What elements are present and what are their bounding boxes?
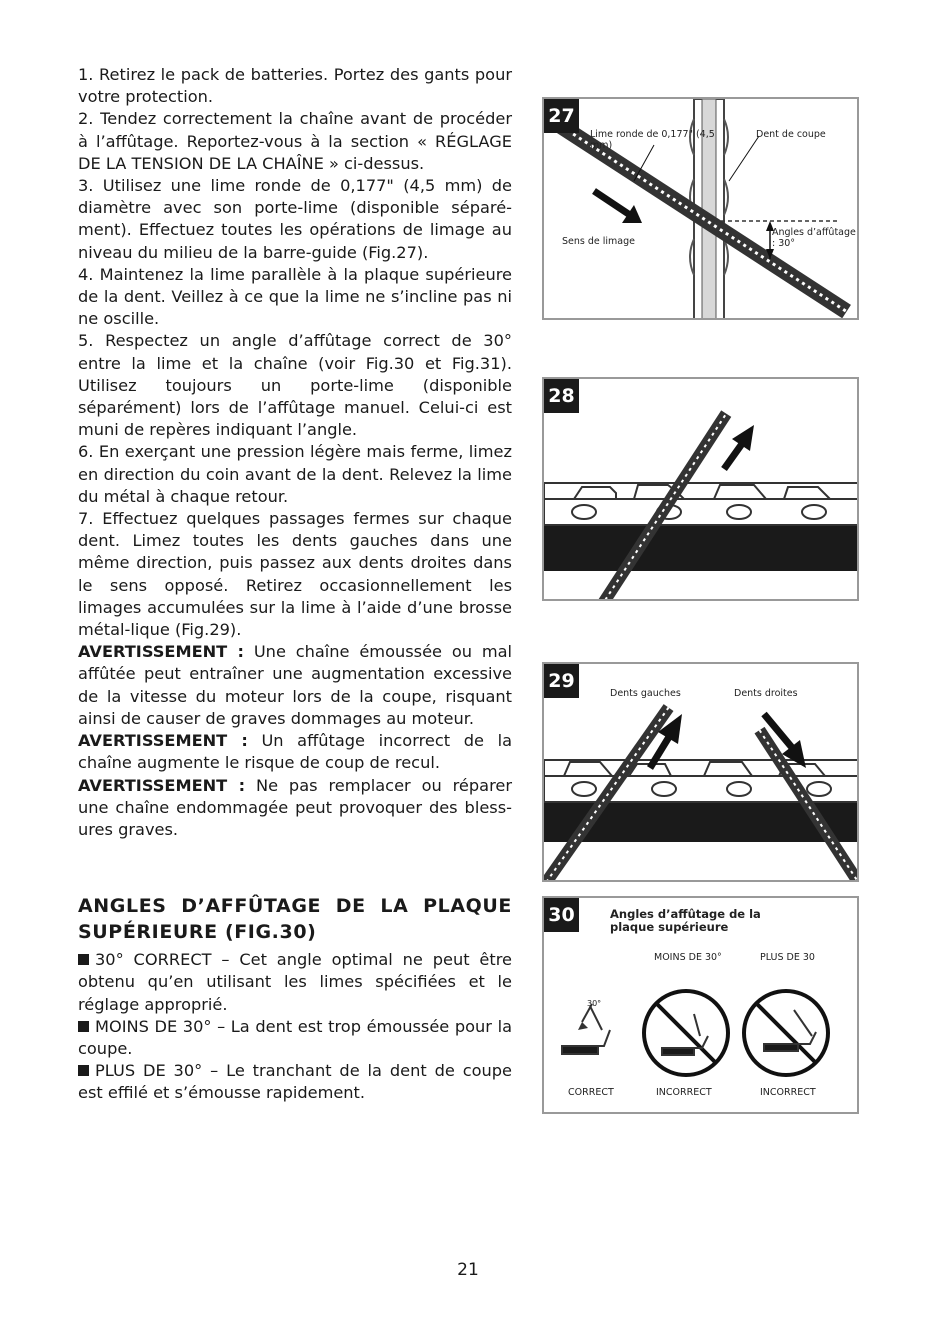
figure-27	[542, 97, 859, 320]
file-label: Lime ronde de 0,177" (4,5 mm)	[590, 129, 715, 151]
warning-label: AVERTISSEMENT :	[78, 642, 245, 662]
tooth-label: Dent de coupe	[756, 129, 826, 140]
left-teeth-label: Dents gauches	[610, 688, 681, 699]
bullet-less	[78, 1016, 512, 1060]
page-number: 21	[457, 1260, 479, 1280]
figure-28	[542, 377, 859, 601]
section-title: ANGLES D’AFFÛTAGE DE LA PLAQUE SUPÉRIEURE (FIG.30)	[78, 895, 512, 944]
figure-30	[542, 896, 859, 1114]
direction-label: Sens de limage	[562, 236, 635, 247]
figure-number: 30	[544, 898, 579, 932]
warning-label: AVERTISSEMENT :	[78, 775, 246, 795]
figure-30-title: Angles d’affûtage de la plaque supérieure	[610, 907, 761, 934]
warning-label: AVERTISSEMENT :	[78, 731, 248, 751]
right-teeth-label: Dents droites	[734, 688, 798, 699]
figure-28-drawing	[544, 379, 859, 601]
step-6: 6. En exerçant une pression légère mais ferme, limez en direction du coin avant de la dent. Relevez la lime du métal à chaque retour.	[78, 442, 512, 506]
less-than-30-label: MOINS DE 30°	[654, 952, 722, 963]
angle-mark: 30°	[587, 999, 602, 1008]
square-bullet-icon	[78, 1065, 89, 1076]
bullet-correct	[78, 949, 512, 1016]
incorrect-label-2: INCORRECT	[760, 1087, 816, 1098]
more-than-30-label: PLUS DE 30	[760, 952, 815, 963]
bullet-more	[78, 1060, 512, 1104]
warning-text: Un affûtage incorrect de la chaîne augmente le risque de coup de recul.	[78, 731, 512, 773]
figure-number: 27	[544, 99, 579, 133]
incorrect-label-1: INCORRECT	[656, 1087, 712, 1098]
bullet-text: 30° CORRECT – Cet angle optimal ne peut être obtenu qu’en utilisant les limes spécifiées et le réglage approprié.	[78, 950, 512, 1014]
correct-label: CORRECT	[568, 1087, 614, 1098]
bullet-text: PLUS DE 30° – Le tranchant de la dent de coupe est effilé et s’émousse rapidement.	[78, 1061, 512, 1103]
warning-text: Ne pas remplacer ou réparer une chaîne endommagée peut provoquer des bless-ures graves.	[78, 775, 512, 839]
step-7: 7. Effectuez quelques passages fermes sur chaque dent. Limez toutes les dents gauches dans une même direction, puis passez aux dents droites dans le sens opposé. Retirez occasionnellement les limages accumulées sur la lime à l’aide d’une brosse métal-lique (Fig.29).	[78, 509, 512, 640]
warning-text: Une chaîne émoussée ou mal affûtée peut entraîner une augmentation excessive de la vitesse du moteur lors de la coupe, risquant ainsi de causer de graves dommages au moteur.	[78, 642, 513, 728]
warning-2	[78, 730, 512, 774]
warning-3	[78, 775, 512, 842]
warning-1	[78, 641, 512, 730]
figure-29-drawing	[544, 664, 859, 882]
figure-number: 28	[544, 379, 579, 413]
square-bullet-icon	[78, 954, 89, 965]
figure-number: 29	[544, 664, 579, 698]
square-bullet-icon	[78, 1021, 89, 1032]
angle-label: Angles d’affûtage : 30°	[772, 227, 856, 249]
step-5: 5. Respectez un angle d’affûtage correct de 30° entre la lime et la chaîne (voir Fig.30 et Fig.31). Utilisez toujours un porte-lime (disponible séparément) lors de l’affûtage manuel. Celui-ci est muni de repères indiquant l’angle.	[78, 331, 512, 440]
figure-29	[542, 662, 859, 882]
step-3: 3. Utilisez une lime ronde de 0,177" (4,5 mm) de diamètre avec son porte-lime (disponible séparé-ment). Effectuez toutes les opérations de limage au niveau du milieu de la barre-guide (Fig.27).	[78, 176, 512, 262]
text-column	[78, 64, 512, 1105]
step-1: 1. Retirez le pack de batteries. Portez des gants pour votre protection.	[78, 65, 512, 107]
step-4: 4. Maintenez la lime parallèle à la plaque supérieure de la dent. Veillez à ce que la lime ne s’incline pas ni ne oscille.	[78, 264, 512, 329]
bullet-text: MOINS DE 30° – La dent est trop émoussée pour la coupe.	[78, 1016, 512, 1058]
step-2: 2. Tendez correctement la chaîne avant de procéder à l’affûtage. Reportez-vous à la section « RÉGLAGE DE LA TENSION DE LA CHAÎNE » ci-dessus.	[78, 109, 512, 173]
